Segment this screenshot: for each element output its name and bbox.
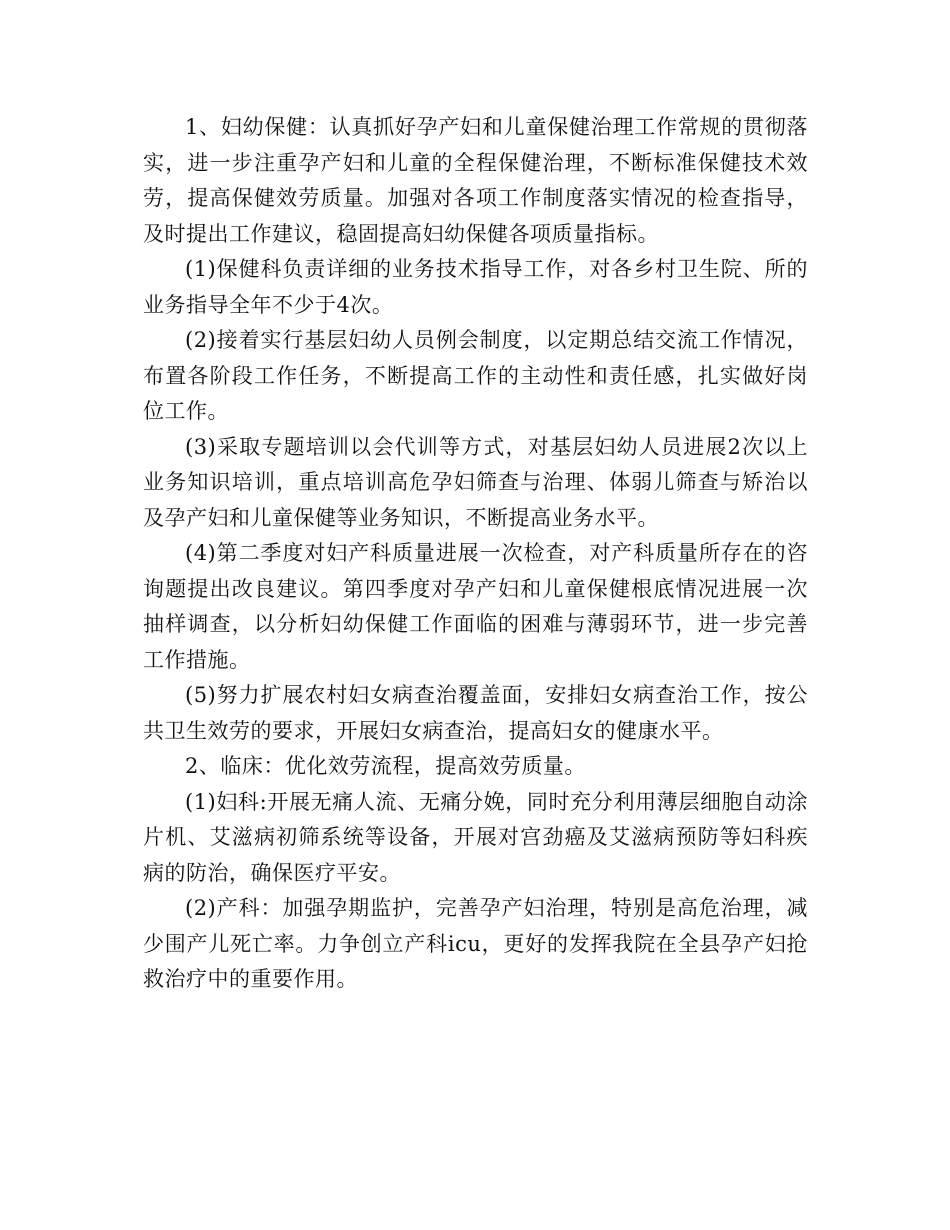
paragraph-clinical: 2、临床：优化效劳流程，提高效劳质量。	[185, 754, 586, 778]
paragraph-item-4: (4)第二季度对妇产科质量进展一次检查，对产科质量所存在的咨询题提出改良建议。第四季度对孕产妇和儿童保健根底情况进展一次抽样调查，以分析妇幼保健工作面临的困难与薄弱环节，进一步完善工作措施。	[143, 541, 808, 672]
paragraph-item-3: (3)采取专题培训以会代训等方式，对基层妇幼人员进展2次以上业务知识培训，重点培训高危孕妇筛查与治理、体弱儿筛查与矫治以及孕产妇和儿童保健等业务知识，不断提高业务水平。	[143, 434, 808, 530]
paragraph-obstetrics: (2)产科：加强孕期监护，完善孕产妇治理，特别是高危治理，减少围产儿死亡率。力争创立产科icu，更好的发挥我院在全县孕产妇抢救治疗中的重要作用。	[143, 896, 808, 991]
paragraph-maternal-child-health: 1、妇幼保健：认真抓好孕产妇和儿童保健治理工作常规的贯彻落实，进一步注重孕产妇和儿童的全程保健治理，不断标准保健技术效劳，提高保健效劳质量。加强对各项工作制度落实情况的检查指导，及时提出工作建议，稳固提高妇幼保健各项质量指标。	[143, 115, 808, 246]
document-body	[143, 110, 808, 998]
paragraph-item-1: (1)保健科负责详细的业务技术指导工作，对各乡村卫生院、所的业务指导全年不少于4次。	[143, 257, 808, 317]
paragraph-item-5: (5)努力扩展农村妇女病查治覆盖面，安排妇女病查治工作，按公共卫生效劳的要求，开展妇女病查治，提高妇女的健康水平。	[143, 683, 808, 743]
paragraph-item-2: (2)接着实行基层妇幼人员例会制度，以定期总结交流工作情况，布置各阶段工作任务，不断提高工作的主动性和责任感，扎实做好岗位工作。	[143, 328, 808, 423]
paragraph-gynecology: (1)妇科:开展无痛人流、无痛分娩，同时充分利用薄层细胞自动涂片机、艾滋病初筛系统等设备，开展对宫劲癌及艾滋病预防等妇科疾病的防治，确保医疗平安。	[143, 789, 808, 885]
